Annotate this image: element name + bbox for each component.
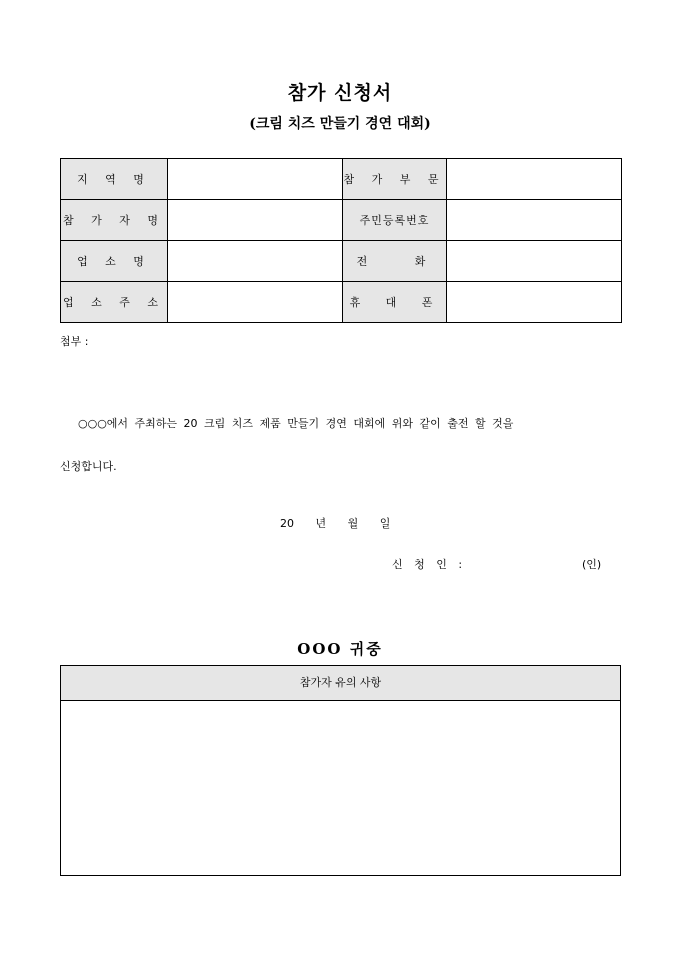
- table-row: [61, 200, 622, 241]
- business-name-label: 업 소 명: [61, 241, 168, 282]
- notes-body[interactable]: [61, 701, 620, 875]
- category-field[interactable]: [447, 159, 622, 200]
- business-address-field[interactable]: [168, 282, 343, 323]
- mobile-label: 휴 대 폰: [343, 282, 447, 323]
- business-address-label: 업 소 주 소: [61, 282, 168, 323]
- table-row: [61, 241, 622, 282]
- phone-label: 전 화: [343, 241, 447, 282]
- category-label: 참 가 부 문: [343, 159, 447, 200]
- mobile-field[interactable]: [447, 282, 622, 323]
- statement-line-2: 신청합니다.: [60, 460, 117, 473]
- form-title: 참가 신청서: [287, 82, 393, 104]
- table-row: [61, 159, 622, 200]
- phone-field[interactable]: [447, 241, 622, 282]
- resident-number-field[interactable]: [447, 200, 622, 241]
- region-field[interactable]: [168, 159, 343, 200]
- attachment-label: 첨부 :: [60, 335, 89, 348]
- applicant-info-table: [60, 158, 622, 323]
- resident-number-label: 주민등록번호: [343, 200, 447, 241]
- applicant-label: 신 청 인 :: [392, 558, 467, 571]
- region-label: 지 역 명: [61, 159, 168, 200]
- notes-heading: 참가자 유의 사항: [61, 666, 620, 701]
- business-name-field[interactable]: [168, 241, 343, 282]
- recipient: OOO 귀중: [297, 640, 383, 658]
- date-line: 20 년 월 일: [280, 517, 391, 530]
- table-row: [61, 282, 622, 323]
- statement-line-1: ○○○에서 주최하는 20 크림 치즈 제품 만들기 경연 대회에 위와 같이 출전 할 것을: [78, 417, 514, 430]
- participant-name-label: 참 가 자 명: [61, 200, 168, 241]
- notes-box: [60, 665, 621, 876]
- form-subtitle: (크림 치즈 만들기 경연 대회): [249, 116, 431, 132]
- participant-name-field[interactable]: [168, 200, 343, 241]
- seal-mark: (인): [582, 558, 602, 571]
